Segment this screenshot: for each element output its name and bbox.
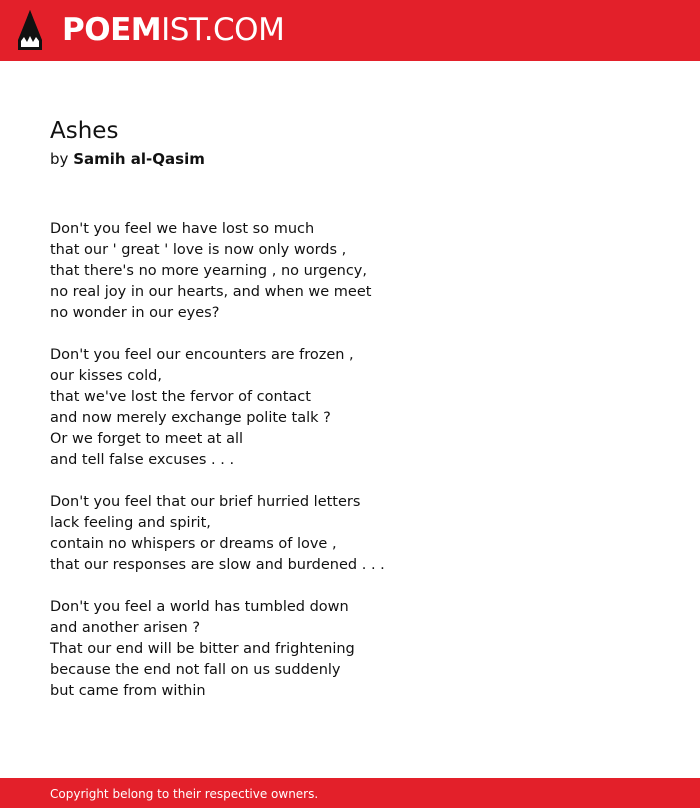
copyright-text: Copyright belong to their respective owners. — [50, 787, 319, 801]
poem-line: Don't you feel that our brief hurried letters — [50, 494, 361, 510]
poem-line: our kisses cold, — [50, 368, 162, 384]
poem-title: Ashes — [50, 118, 119, 144]
poem-line: Don't you feel we have lost so much — [50, 221, 315, 237]
poem-line: Or we forget to meet at all — [50, 431, 244, 447]
author-name[interactable]: Samih al-Qasim — [73, 150, 205, 168]
stanza — [50, 345, 650, 471]
poem-line: that we've lost the fervor of contact — [50, 389, 311, 405]
poem-line: that there's no more yearning , no urgency, — [50, 263, 367, 279]
poem-line: no real joy in our hearts, and when we meet — [50, 284, 372, 300]
by-label: by — [50, 150, 69, 168]
poem-body — [50, 219, 650, 723]
stanza — [50, 219, 650, 324]
poem-line: that our responses are slow and burdened . . . — [50, 557, 385, 573]
poem-line: and now merely exchange polite talk ? — [50, 410, 331, 426]
logo-text-rest: IST.COM — [161, 12, 285, 48]
site-logo[interactable] — [62, 12, 284, 48]
logo-text-bold: POEM — [62, 12, 162, 48]
poem-line: because the end not fall on us suddenly — [50, 662, 341, 678]
poem-line: but came from within — [50, 683, 206, 699]
poem-line: contain no whispers or dreams of love , — [50, 536, 337, 552]
poem-line: Don't you feel a world has tumbled down — [50, 599, 349, 615]
pencil-icon[interactable] — [18, 10, 42, 50]
site-header — [0, 0, 700, 61]
poem-line: that our ' great ' love is now only words , — [50, 242, 347, 258]
poem-line: no wonder in our eyes? — [50, 305, 220, 321]
stanza — [50, 597, 650, 702]
site-footer — [0, 778, 700, 808]
poem-line: That our end will be bitter and frightening — [50, 641, 355, 657]
poem-line: lack feeling and spirit, — [50, 515, 211, 531]
poem-line: Don't you feel our encounters are frozen , — [50, 347, 354, 363]
poem-line: and another arisen ? — [50, 620, 201, 636]
poem-line: and tell false excuses . . . — [50, 452, 235, 468]
byline — [50, 149, 205, 169]
stanza — [50, 492, 650, 576]
